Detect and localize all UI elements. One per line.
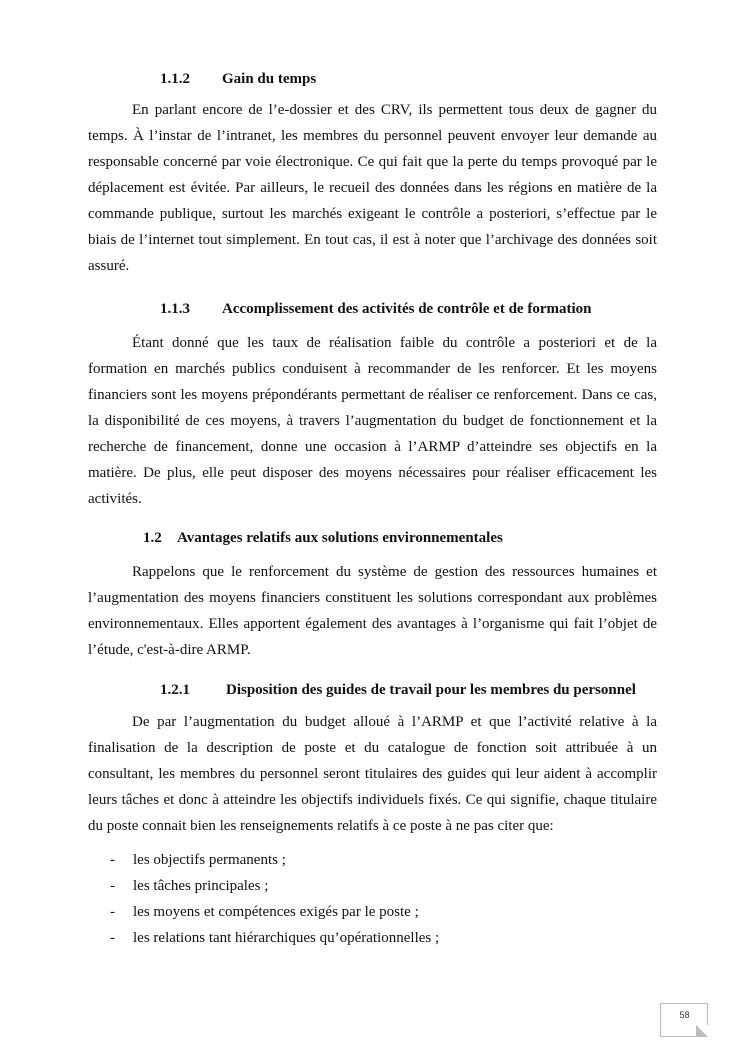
list-item-text: les tâches principales ;	[133, 878, 269, 894]
paragraph-line: En parlant encore de l’e-dossier et des CRV, ils permettent tous deux de gagner du	[132, 102, 657, 118]
bullet-marker: -	[110, 878, 115, 894]
heading-title: Accomplissement des activités de contrôle et de formation	[222, 301, 592, 317]
heading-title: Avantages relatifs aux solutions environnementales	[177, 530, 503, 546]
paragraph	[88, 97, 657, 279]
paragraph-line: commande publique, surtout les marchés exigeant le contrôle a posteriori, s’effectue par le	[88, 206, 657, 222]
heading-number: 1.1.3	[160, 301, 190, 317]
paragraph-line: du poste connait bien les renseignements relatifs à ce poste à ne pas citer que:	[88, 818, 554, 834]
heading-title: Disposition des guides de travail pour les membres du personnel	[226, 682, 636, 698]
paragraph-line: la disponibilité de ces moyens, à travers l’augmentation du budget de fonctionnement et la	[88, 413, 657, 429]
paragraph-line: responsable concerné par voie électronique. Ce qui fait que la perte du temps provoqué par le	[88, 154, 657, 170]
paragraph-line: financiers sont les moyens prépondérants permettant de réaliser ce renforcement. Dans ce cas,	[88, 387, 657, 403]
heading-1-1-2	[160, 69, 317, 89]
paragraph-line: Étant donné que les taux de réalisation faible du contrôle a posteriori et de la	[132, 335, 657, 351]
heading-1-2	[143, 528, 503, 548]
paragraph	[88, 330, 657, 512]
page-number: 58	[679, 1010, 690, 1020]
paragraph-line: leurs tâches et donc à atteindre les objectifs individuels fixés. Ce qui signifie, chaque titulaire	[88, 792, 657, 808]
paragraph-line: biais de l’internet tout simplement. En tout cas, il est à noter que l’archivage des données soit	[88, 232, 657, 248]
paragraph-line: l’augmentation des moyens financiers constituent les solutions correspondant aux problèmes	[88, 590, 657, 606]
paragraph-line: finalisation de la description de poste et du catalogue de fonction soit attribuée à un	[88, 740, 657, 756]
paragraph-line: De par l’augmentation du budget alloué à l’ARMP et que l’activité relative à la	[132, 714, 657, 730]
heading-number: 1.2.1	[160, 682, 190, 698]
paragraph-line: recherche de financement, donne une occasion à l’ARMP d’atteindre ses objectifs en la	[88, 439, 657, 455]
heading-1-2-1	[160, 680, 636, 700]
paragraph-line: temps. À l’instar de l’intranet, les membres du personnel peuvent envoyer leur demande au	[88, 128, 657, 144]
bullet-marker: -	[110, 904, 115, 920]
paragraph	[88, 709, 657, 839]
paragraph-line: assuré.	[88, 258, 130, 274]
paragraph-line: environnementaux. Elles apportent également des avantages à l’organisme qui fait l’objet de	[88, 616, 657, 632]
paragraph-line: consultant, les membres du personnel seront titulaires des guides qui leur aident à accomplir	[88, 766, 657, 782]
paragraph-line: Rappelons que le renforcement du système de gestion des ressources humaines et	[132, 564, 657, 580]
list-item-text: les objectifs permanents ;	[133, 852, 286, 868]
paragraph-line: activités.	[88, 491, 142, 507]
page-number-box	[660, 1003, 708, 1037]
heading-1-1-3	[160, 299, 592, 319]
heading-title: Gain du temps	[222, 71, 317, 87]
bullet-marker: -	[110, 930, 115, 946]
list-item-text: les relations tant hiérarchiques qu’opérationnelles ;	[133, 930, 440, 946]
heading-number: 1.2	[143, 530, 162, 546]
paragraph-line: matière. De plus, elle peut disposer des moyens nécessaires pour réaliser efficacement les	[88, 465, 657, 481]
paragraph-line: l’étude, c'est-à-dire ARMP.	[88, 642, 251, 658]
heading-number: 1.1.2	[160, 71, 190, 87]
paragraph	[88, 559, 657, 663]
list-item-text: les moyens et compétences exigés par le poste ;	[133, 904, 419, 920]
bullet-marker: -	[110, 852, 115, 868]
paragraph-line: formation en marchés publics conduisent à recommander de les renforcer. Et les moyens	[88, 361, 657, 377]
paragraph-line: déplacement est évitée. Par ailleurs, le recueil des données dans les régions en matière de la	[88, 180, 657, 196]
